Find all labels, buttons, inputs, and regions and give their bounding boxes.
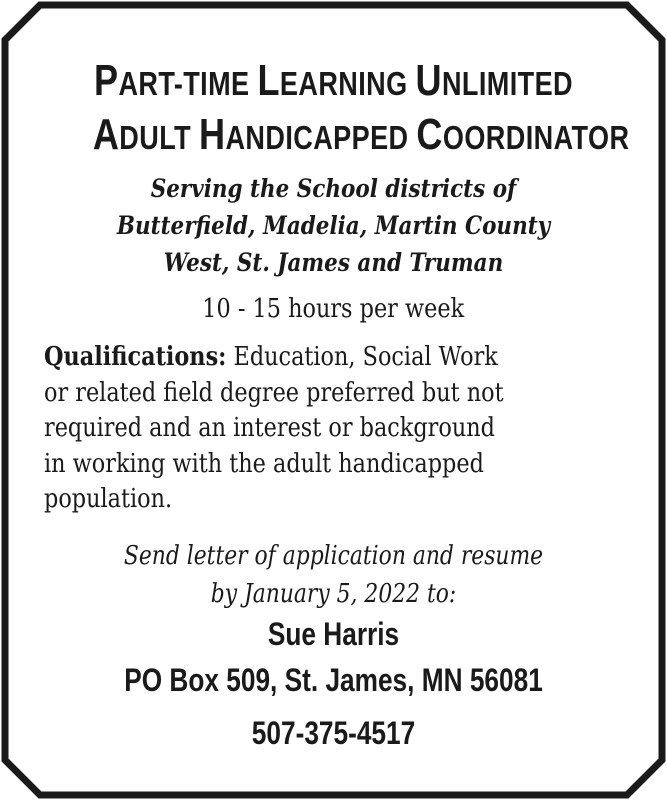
qualifications-line: in working with the adult handicapped	[44, 448, 484, 479]
contact-name: Sue Harris	[267, 616, 400, 652]
contact-address: PO Box 509, St. James, MN 56081	[124, 662, 543, 698]
serving-line: Serving the School districts of	[150, 174, 517, 203]
qualifications-label: Qualifications:	[44, 342, 227, 372]
qualifications-line: required and an interest or background	[44, 413, 495, 443]
qualifications-line: Qualifications: Education, Social Work	[44, 342, 498, 372]
ad-title-line-2: ADULT HANDICAPPED COORDINATOR	[92, 110, 630, 159]
qualifications-paragraph	[44, 340, 631, 518]
application-line: by January 5, 2022 to:	[210, 579, 457, 609]
qualifications-line: population.	[44, 484, 173, 514]
serving-line: Butterfield, Madelia, Martin County	[116, 211, 551, 240]
ad-title-line-1: PART-TIME LEARNING UNLIMITED	[93, 56, 574, 105]
qualifications-line: or related field degree preferred but not	[44, 377, 504, 408]
serving-districts	[40, 170, 627, 281]
application-line: Send letter of application and resume	[123, 541, 544, 571]
application-instructions	[40, 537, 627, 613]
serving-line: West, St. James and Truman	[163, 248, 504, 277]
ad-content	[40, 0, 630, 800]
hours-per-week: 10 - 15 hours per week	[202, 294, 465, 324]
contact-phone: 507-375-4517	[251, 715, 416, 751]
